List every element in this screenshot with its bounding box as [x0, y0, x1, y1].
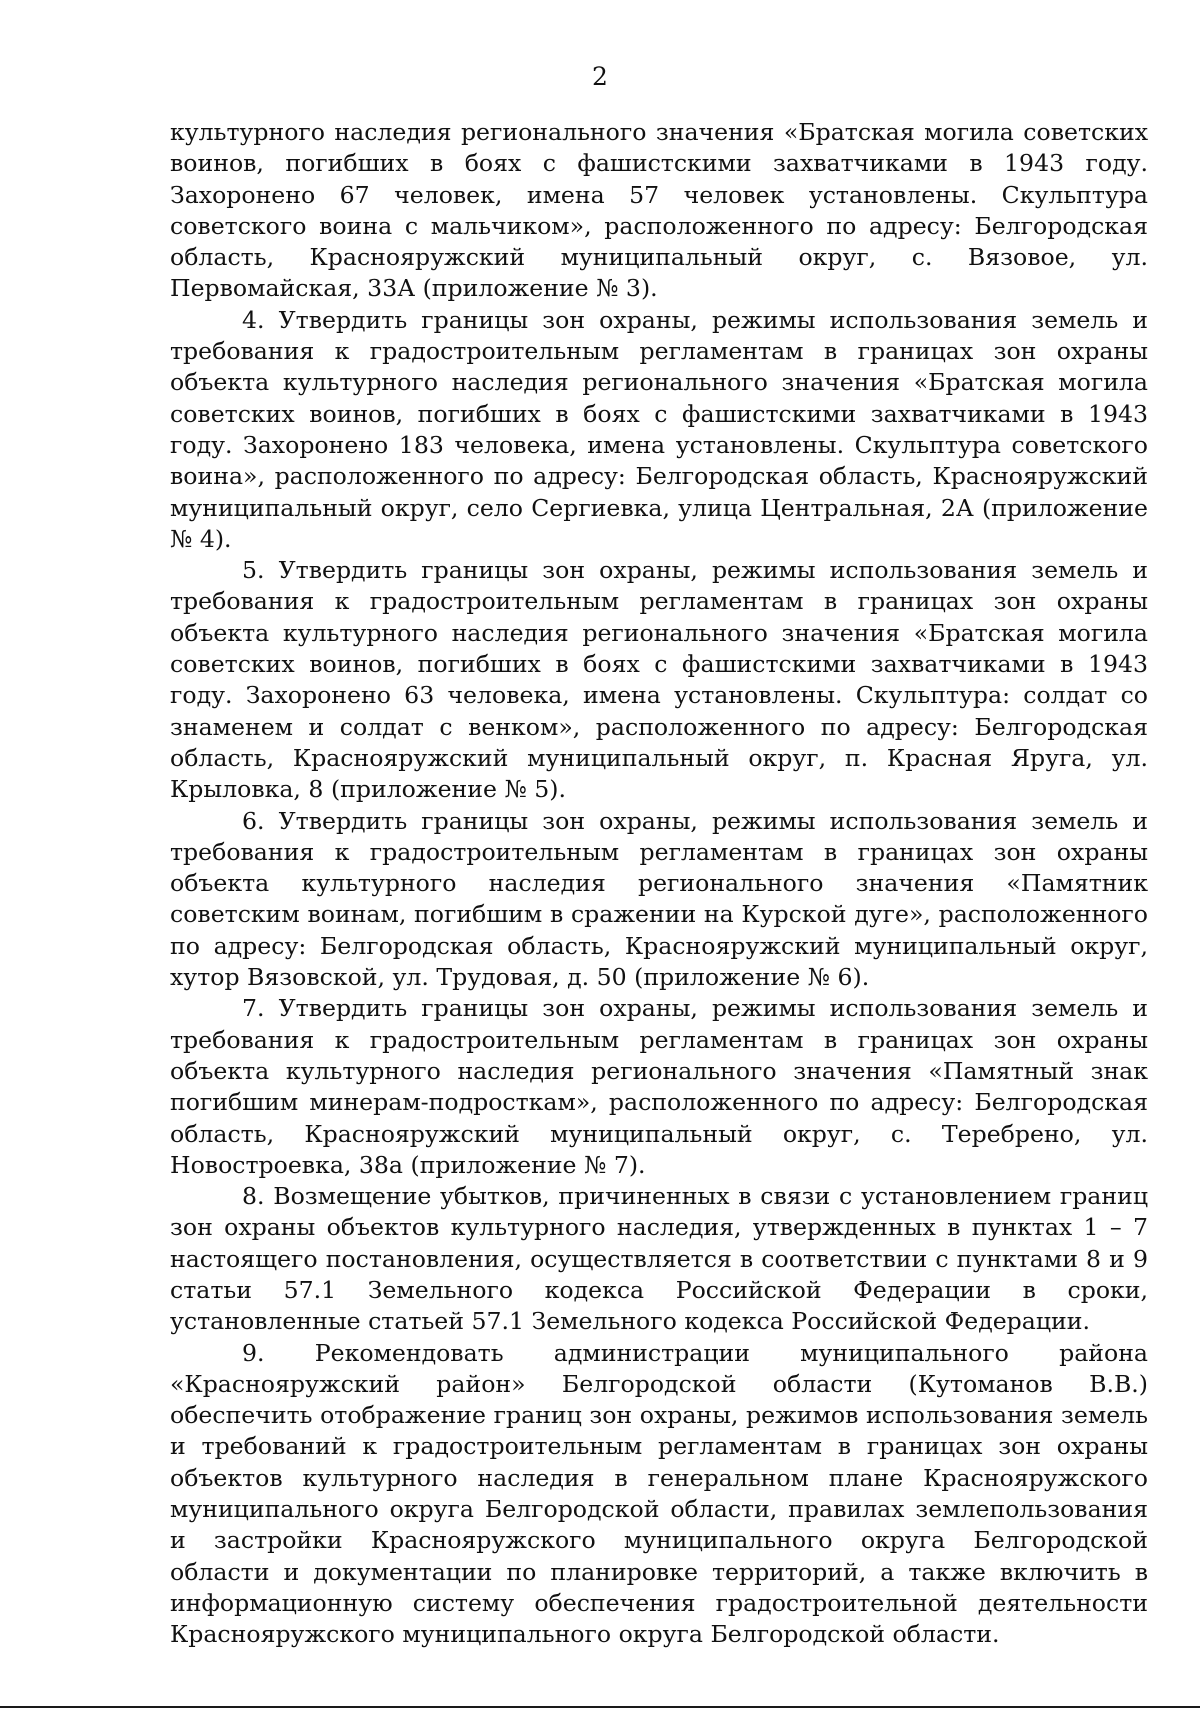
paragraph-item-7: 7. Утвердить границы зон охраны, режимы использования земель и требования к градостроительным регламентам в границах зон охраны объекта культурного наследия регионального значения «Памятный знак погибшим минерам-подросткам», расположенного по адресу: Белгородская область, Краснояружский муниципальный округ, с. Теребрено, ул. Новостроевка, 38а (приложение № 7).: [170, 994, 1148, 1179]
bottom-scan-edge: [0, 1706, 1200, 1708]
paragraph-item-9: 9. Рекомендовать администрации муниципального района «Краснояружский район» Белгородской области (Кутоманов В.В.) обеспечить отображение границ зон охраны, режимов использования земель и требований к градостроительным регламентам в границах зон охраны объектов культурного наследия в генеральном плане Краснояружского муниципального округа Белгородской области, правилах землепользования и застройки Краснояружского муниципального округа Белгородской области и документации по планировке территорий, а также включить в информационную систему обеспечения градостроительной деятельности Краснояружского муниципального округа Белгородской области.: [170, 1338, 1148, 1649]
document-body: [170, 117, 1148, 1651]
paragraph-item-4: 4. Утвердить границы зон охраны, режимы использования земель и требования к градостроительным регламентам в границах зон охраны объекта культурного наследия регионального значения «Братская могила советских воинов, погибших в боях с фашистскими захватчиками в 1943 году. Захоронено 183 человека, имена установлены. Скульптура советского воина», расположенного по адресу: Белгородская область, Краснояружский муниципальный округ, село Сергиевка, улица Центральная, 2А (приложение № 4).: [170, 305, 1148, 553]
page-number: 2: [592, 62, 608, 91]
paragraph-continuation: культурного наследия регионального значения «Братская могила советских воинов, погибших в боях с фашистскими захватчиками в 1943 году. Захоронено 67 человек, имена 57 человек установлены. Скульптура советского воина с мальчиком», расположенного по адресу: Белгородская область, Краснояружский муниципальный округ, с. Вязовое, ул. Первомайская, 33А (приложение № 3).: [170, 118, 1148, 303]
paragraph-item-5: 5. Утвердить границы зон охраны, режимы использования земель и требования к градостроительным регламентам в границах зон охраны объекта культурного наследия регионального значения «Братская могила советских воинов, погибших в боях с фашистскими захватчиками в 1943 году. Захоронено 63 человека, имена установлены. Скульптура: солдат со знаменем и солдат с венком», расположенного по адресу: Белгородская область, Краснояружский муниципальный округ, п. Красная Яруга, ул. Крыловка, 8 (приложение № 5).: [170, 556, 1148, 804]
paragraph-item-8: 8. Возмещение убытков, причиненных в связи с установлением границ зон охраны объектов культурного наследия, утвержденных в пунктах 1 – 7 настоящего постановления, осуществляется в соответствии с пунктами 8 и 9 статьи 57.1 Земельного кодекса Российской Федерации в сроки, установленные статьей 57.1 Земельного кодекса Российской Федерации.: [170, 1182, 1148, 1336]
paragraph-item-6: 6. Утвердить границы зон охраны, режимы использования земель и требования к градостроительным регламентам в границах зон охраны объекта культурного наследия регионального значения «Памятник советским воинам, погибшим в сражении на Курской дуге», расположенного по адресу: Белгородская область, Краснояружский муниципальный округ, хутор Вязовской, ул. Трудовая, д. 50 (приложение № 6).: [170, 806, 1148, 992]
